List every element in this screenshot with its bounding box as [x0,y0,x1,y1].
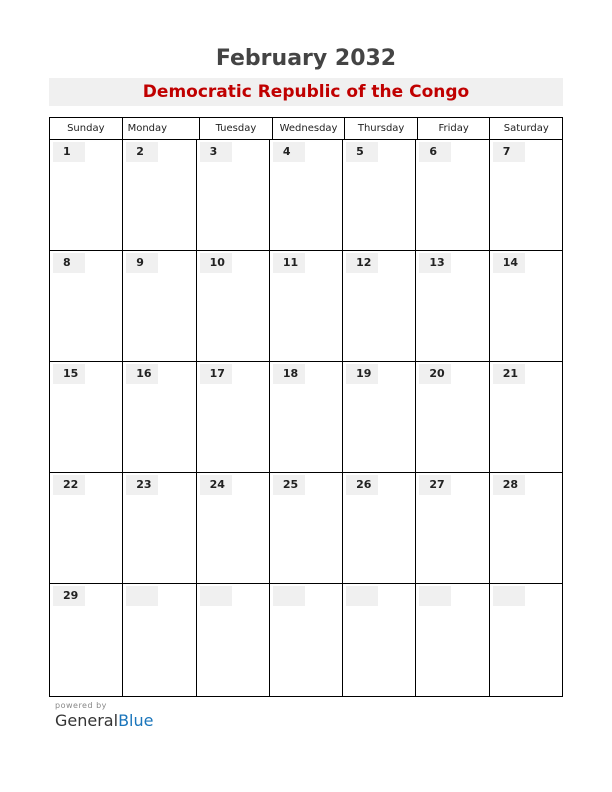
brand-logo [55,711,153,730]
footer-branding [55,701,153,730]
day-cell [343,473,416,583]
day-cell [123,473,196,583]
day-cell [197,584,270,696]
day-cell [50,473,123,583]
day-number: 12 [346,253,378,273]
day-cell [123,584,196,696]
day-number: 15 [53,364,85,384]
day-cell [416,362,489,472]
country-name: Democratic Republic of the Congo [142,82,470,102]
day-cell [490,140,562,250]
day-number: 29 [53,586,85,606]
week-row [50,251,562,362]
calendar-weeks [50,140,562,696]
day-cell [490,584,562,696]
day-number: 21 [493,364,525,384]
day-number: 11 [273,253,305,273]
day-cell [343,362,416,472]
day-number: 5 [346,142,378,162]
weekday-wednesday: Wednesday [273,118,346,139]
day-number [346,586,378,606]
day-number [273,586,305,606]
day-cell [270,251,343,361]
brand-blue-text: Blue [118,711,154,730]
brand-general-text: General [55,711,119,730]
day-cell [50,140,123,250]
day-number [419,586,451,606]
day-cell [270,473,343,583]
day-number [493,586,525,606]
week-row [50,473,562,584]
day-number: 18 [273,364,305,384]
weekday-thursday: Thursday [345,118,418,139]
country-banner [49,78,563,106]
day-cell [123,362,196,472]
weekday-saturday: Saturday [503,123,549,134]
day-cell [343,584,416,696]
weekday-sunday: Sunday [50,118,123,139]
day-cell [416,584,489,696]
day-cell [270,584,343,696]
day-number: 24 [200,475,232,495]
day-number: 7 [493,142,525,162]
day-number: 25 [273,475,305,495]
day-cell [197,473,270,583]
week-row [50,584,562,696]
weekday-header-row [50,118,562,140]
day-number: 2 [126,142,158,162]
day-cell [490,473,562,583]
day-cell [197,251,270,361]
day-cell [197,140,270,250]
weekday-friday: Friday [418,118,491,139]
day-cell [343,140,416,250]
day-cell [123,140,196,250]
day-cell [50,584,123,696]
week-row [50,362,562,473]
day-number: 20 [419,364,451,384]
day-number: 6 [419,142,451,162]
day-cell [416,473,489,583]
weekday-tuesday: Tuesday [200,118,273,139]
day-number: 23 [126,475,158,495]
day-number: 28 [493,475,525,495]
day-cell [270,362,343,472]
day-number: 10 [200,253,232,273]
day-cell [197,362,270,472]
day-cell [490,251,562,361]
day-number: 26 [346,475,378,495]
day-number [200,586,232,606]
day-cell [416,251,489,361]
powered-by-label: powered by [55,701,107,710]
day-number [126,586,158,606]
page-title: February 2032 [215,46,397,71]
week-row [50,140,562,251]
day-cell [123,251,196,361]
day-number: 4 [273,142,305,162]
day-cell [490,362,562,472]
day-number: 13 [419,253,451,273]
day-number: 3 [200,142,232,162]
day-number: 27 [419,475,451,495]
day-number: 19 [346,364,378,384]
day-cell [416,140,489,250]
calendar-grid [49,117,563,697]
day-number: 17 [200,364,232,384]
day-number: 16 [126,364,158,384]
day-cell [50,362,123,472]
day-cell [343,251,416,361]
day-cell [50,251,123,361]
day-number: 9 [126,253,158,273]
weekday-monday: Monday [123,118,201,139]
day-number: 22 [53,475,85,495]
day-number: 1 [53,142,85,162]
day-number: 8 [53,253,85,273]
day-cell [270,140,343,250]
day-number: 14 [493,253,525,273]
